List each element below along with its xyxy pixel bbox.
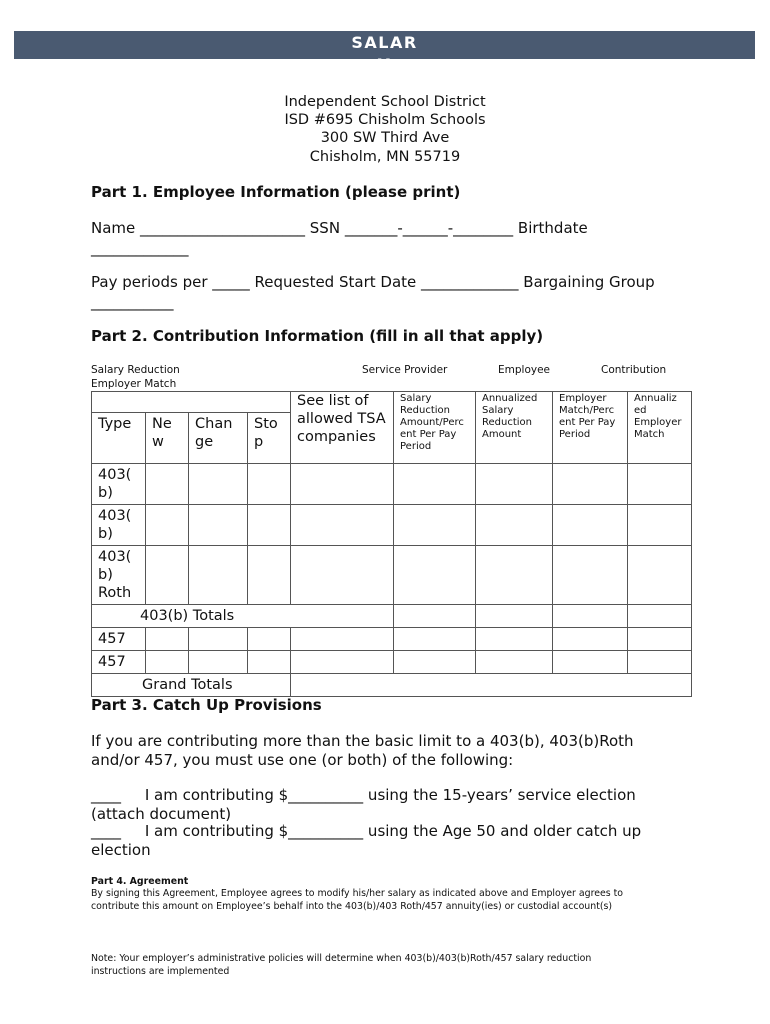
table-row-totals [92, 605, 692, 628]
catch-up-option-15-years-cont: (attach document) [91, 805, 232, 823]
cell-salary-amount[interactable] [394, 464, 476, 505]
table-top-blank [92, 392, 291, 413]
table-row [92, 628, 692, 651]
cell-stop[interactable] [248, 546, 291, 605]
cell-salary-amount[interactable] [394, 628, 476, 651]
cell-employer-match[interactable] [553, 546, 628, 605]
cell-employer-match[interactable] [553, 651, 628, 674]
header-annualized-match: Annualiz ed Employer Match [628, 392, 692, 464]
address-line-1: Independent School District [284, 94, 486, 110]
header-annualized-reduction: Annualized Salary Reduction Amount [476, 392, 553, 464]
birthdate-continuation[interactable]: _____________ [91, 239, 189, 257]
part3-heading: Part 3. Catch Up Provisions [91, 696, 322, 714]
title-line-1: SALAR [351, 33, 418, 52]
cell-annualized[interactable] [476, 651, 553, 674]
cell-stop[interactable] [248, 628, 291, 651]
caption-employee: Employee [498, 364, 551, 376]
cell-annual-match[interactable] [628, 546, 692, 605]
pay-periods-line[interactable]: Pay periods per _____ Requested Start Date _____________ Bargaining Group [91, 273, 655, 291]
address-line-2: ISD #695 Chisholm Schools [284, 112, 486, 129]
cell-provider[interactable] [291, 505, 394, 546]
header-employer-match: Employer Match/Perc ent Per Pay Period [553, 392, 628, 464]
cell-annualized[interactable] [476, 546, 553, 605]
part1-heading: Part 1. Employee Information (please print) [91, 183, 461, 201]
note-line-2: instructions are implemented [91, 966, 230, 977]
catch-up-option-age-50-cont: election [91, 841, 151, 859]
row-type-403b: 403( b) [92, 464, 146, 505]
part4-text-line-2: contribute this amount on Employee’s behalf into the 403(b)/403 Roth/457 annuity(ies) or custodial account(s) [91, 901, 613, 912]
cell-employer-match[interactable] [553, 464, 628, 505]
table-top-row [92, 392, 692, 413]
bargaining-group-continuation[interactable]: ___________ [91, 293, 174, 311]
part4-heading: Part 4. Agreement [91, 876, 189, 887]
caption-salary-reduction: Salary Reduction [91, 364, 180, 376]
row-type-457: 457 [92, 628, 146, 651]
catch-up-option-age-50[interactable]: ____ I am contributing $__________ using the Age 50 and older catch up [91, 822, 642, 840]
cell-annualized[interactable] [476, 628, 553, 651]
cell-annualized[interactable] [476, 464, 553, 505]
header-type: Type [92, 413, 146, 464]
contribution-table [91, 391, 692, 697]
cell-provider[interactable] [291, 464, 394, 505]
cell-provider[interactable] [291, 651, 394, 674]
name-ssn-birthdate-line[interactable]: Name ______________________ SSN _______-______-________ Birthdate [91, 219, 588, 237]
district-address [0, 93, 770, 166]
header-new: Ne w [146, 413, 189, 464]
cell-annual-match[interactable] [628, 464, 692, 505]
cell-change[interactable] [189, 651, 248, 674]
cell-salary-amount[interactable] [394, 651, 476, 674]
title-banner [14, 31, 755, 74]
cell-stop[interactable] [248, 651, 291, 674]
cell-employer-match[interactable] [553, 628, 628, 651]
table-row [92, 464, 692, 505]
cell-total-annual-match[interactable] [628, 605, 692, 628]
cell-stop[interactable] [248, 464, 291, 505]
header-tsa-companies: See list of allowed TSA companies [291, 392, 394, 464]
caption-service-provider: Service Provider [362, 364, 448, 376]
address-line-4: Chisholm, MN 55719 [309, 148, 461, 165]
cell-annualized[interactable] [476, 505, 553, 546]
header-salary-reduction: Salary Reduction Amount/Perc ent Per Pay Period [394, 392, 476, 464]
caption-employer-match: Employer Match [91, 378, 177, 390]
cell-employer-match[interactable] [553, 505, 628, 546]
header-change: Chan ge [189, 413, 248, 464]
cell-new[interactable] [146, 505, 189, 546]
catch-up-option-15-years[interactable]: ____ I am contributing $__________ using the 15-years’ service election [91, 786, 636, 804]
cell-total-salary[interactable] [394, 605, 476, 628]
table-row [92, 546, 692, 605]
cell-total-annualized[interactable] [476, 605, 553, 628]
table-row [92, 505, 692, 546]
part2-heading: Part 2. Contribution Information (fill in all that apply) [91, 327, 544, 345]
row-type-403b: 403( b) [92, 505, 146, 546]
cell-provider[interactable] [291, 546, 394, 605]
table-row-grand-totals [92, 674, 692, 697]
cell-salary-amount[interactable] [394, 505, 476, 546]
part3-intro-line-1: If you are contributing more than the basic limit to a 403(b), 403(b)Roth [91, 732, 634, 750]
cell-stop[interactable] [248, 505, 291, 546]
cell-change[interactable] [189, 546, 248, 605]
cell-annual-match[interactable] [628, 505, 692, 546]
cell-change[interactable] [189, 628, 248, 651]
cell-new[interactable] [146, 651, 189, 674]
row-type-403b-roth: 403( b) Roth [92, 546, 146, 605]
part4-text-line-1: By signing this Agreement, Employee agrees to modify his/her salary as indicated above and Employer agrees to [91, 888, 624, 899]
header-stop: Sto p [248, 413, 291, 464]
cell-annual-match[interactable] [628, 628, 692, 651]
row-type-457: 457 [92, 651, 146, 674]
row-grand-totals: Grand Totals [92, 674, 291, 697]
cell-provider[interactable] [291, 628, 394, 651]
address-line-3: 300 SW Third Ave [320, 130, 450, 147]
cell-new[interactable] [146, 546, 189, 605]
cell-change[interactable] [189, 464, 248, 505]
row-403b-totals: 403(b) Totals [92, 605, 394, 628]
part3-intro-line-2: and/or 457, you must use one (or both) of the following: [91, 751, 514, 769]
cell-new[interactable] [146, 628, 189, 651]
cell-new[interactable] [146, 464, 189, 505]
document-title [14, 32, 755, 76]
cell-change[interactable] [189, 505, 248, 546]
cell-total-employer[interactable] [553, 605, 628, 628]
caption-contribution: Contribution [601, 364, 667, 376]
note-line-1: Note: Your employer’s administrative policies will determine when 403(b)/403(b)Roth/457 salary reduction [91, 953, 592, 964]
cell-salary-amount[interactable] [394, 546, 476, 605]
title-line-2: Y [377, 55, 392, 74]
table-row [92, 651, 692, 674]
cell-annual-match[interactable] [628, 651, 692, 674]
cell-grand-total[interactable] [291, 674, 692, 697]
